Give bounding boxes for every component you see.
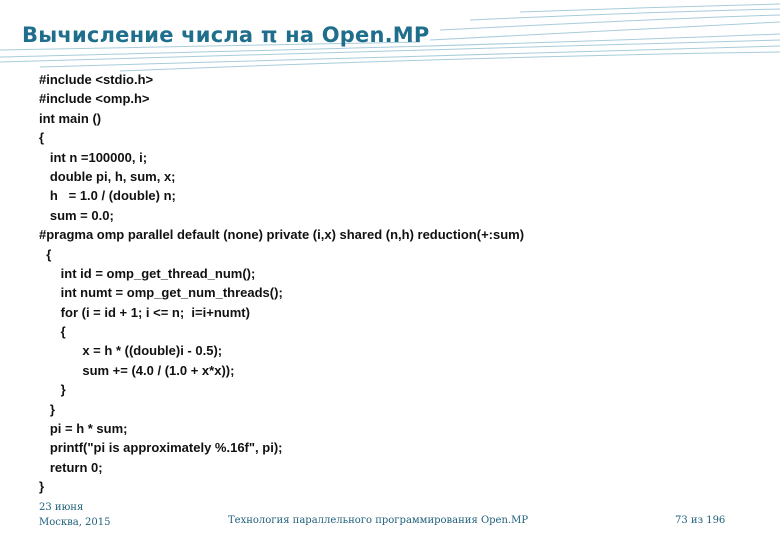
code-line: h = 1.0 / (double) n;: [39, 188, 176, 204]
footer-place-year: Москва, 2015: [39, 517, 111, 528]
code-line: int main (): [39, 110, 102, 126]
code-line: int numt = omp_get_num_threads();: [39, 285, 283, 301]
code-line: for (i = id + 1; i <= n; i=i+numt): [39, 304, 250, 320]
code-line: {: [39, 324, 66, 340]
code-line: {: [39, 246, 52, 262]
code-line: int id = omp_get_thread_num();: [39, 265, 256, 281]
footer-page-number: 73 из 196: [675, 515, 726, 526]
code-line: }: [39, 382, 66, 398]
slide-footer: [0, 500, 780, 536]
footer-course-title: Технология параллельного программирования Open.MP: [228, 515, 529, 526]
code-line: }: [39, 401, 55, 417]
code-line: int n =100000, i;: [39, 149, 148, 165]
code-line: #include <stdio.h>: [39, 72, 154, 87]
code-listing: [39, 70, 759, 497]
code-line: return 0;: [39, 459, 103, 475]
footer-date: 23 июня: [39, 502, 84, 513]
code-line: {: [39, 130, 45, 146]
code-line: sum += (4.0 / (1.0 + x*x));: [39, 362, 235, 378]
code-line: printf("pi is approximately %.16f", pi);: [39, 440, 283, 456]
code-line: }: [39, 479, 45, 495]
code-line: sum = 0.0;: [39, 207, 114, 223]
footer-date-block: [39, 500, 129, 530]
code-line: #include <omp.h>: [39, 91, 150, 107]
code-line: x = h * ((double)i - 0.5);: [39, 343, 223, 359]
code-line: pi = h * sum;: [39, 421, 128, 437]
code-line: double pi, h, sum, x;: [39, 168, 176, 184]
slide-title: Вычисление числа π на Open.MP: [22, 23, 430, 47]
code-line: #pragma omp parallel default (none) private (i,x) shared (n,h) reduction(+:sum): [39, 227, 525, 243]
